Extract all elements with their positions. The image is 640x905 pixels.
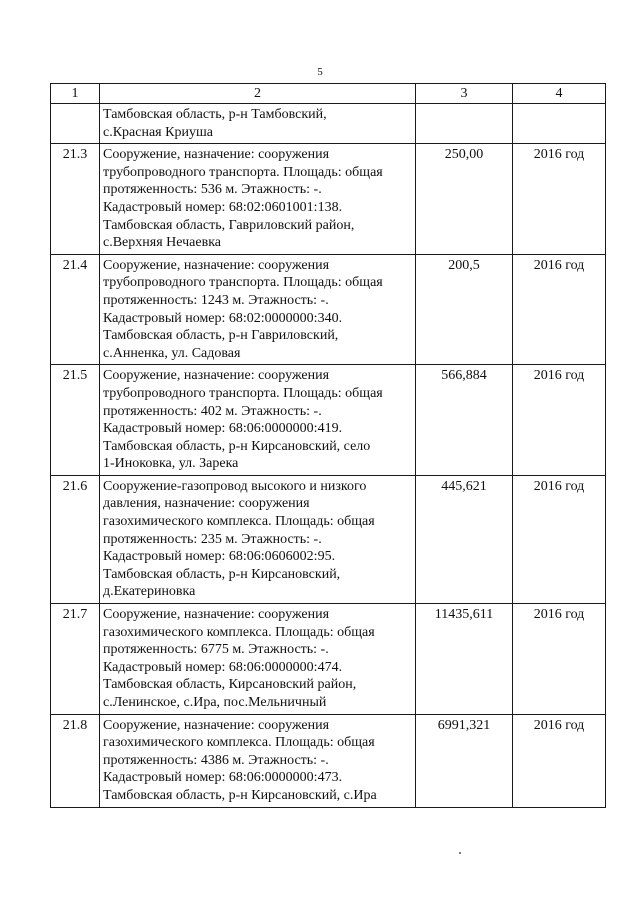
row-number: 21.5	[51, 365, 100, 476]
description-line: трубопроводного транспорта. Площадь: общая	[103, 275, 383, 291]
row-year: 2016 год	[513, 714, 606, 807]
description-line: Тамбовская область, р-н Гавриловский,	[103, 328, 339, 344]
row-number: 21.8	[51, 714, 100, 807]
description-line: Кадастровый номер: 68:06:0000000:473.	[103, 770, 343, 786]
description-line: протяженность: 235 м. Этажность: -.	[103, 531, 322, 547]
row-year: 2016 год	[513, 144, 606, 255]
description-line: Кадастровый номер: 68:06:0606002:95.	[103, 549, 336, 565]
row-description	[100, 604, 416, 715]
description-line: давления, назначение: сооружения	[103, 496, 310, 512]
description-line: Кадастровый номер: 68:02:0000000:340.	[103, 310, 343, 326]
description-line: Сооружение-газопровод высокого и низкого	[103, 478, 367, 494]
table-header	[51, 84, 606, 104]
description-line: протяженность: 1243 м. Этажность: -.	[103, 292, 329, 308]
description-line: с.Анненка, ул. Садовая	[103, 345, 241, 361]
description-line: Тамбовская область, р-н Кирсановский,	[103, 566, 341, 582]
row-number: 21.4	[51, 254, 100, 365]
description-line: Тамбовская область, Кирсановский район,	[103, 677, 357, 693]
description-line: Сооружение, назначение: сооружения	[103, 257, 330, 273]
property-registry-table	[50, 83, 606, 808]
row-area-value: 200,5	[416, 254, 513, 365]
table-row	[51, 254, 606, 365]
page-number: 5	[317, 66, 323, 78]
row-area-value: 566,884	[416, 365, 513, 476]
table-row	[51, 144, 606, 255]
header-row	[51, 84, 606, 104]
row-year: 2016 год	[513, 254, 606, 365]
description-line: Сооружение, назначение: сооружения	[103, 607, 330, 623]
description-line: протяженность: 402 м. Этажность: -.	[103, 403, 322, 419]
description-line: Кадастровый номер: 68:06:0000000:419.	[103, 421, 343, 437]
row-area-value: 6991,321	[416, 714, 513, 807]
description-line: Кадастровый номер: 68:02:0601001:138.	[103, 199, 343, 215]
description-line: Кадастровый номер: 68:06:0000000:474.	[103, 659, 343, 675]
description-line: с.Верхняя Нечаевка	[103, 235, 221, 251]
table-row	[51, 475, 606, 603]
header-col-1: 1	[51, 84, 100, 104]
description-line: Сооружение, назначение: сооружения	[103, 147, 330, 163]
row-area-value: 11435,611	[416, 604, 513, 715]
header-col-3: 3	[416, 84, 513, 104]
table-row	[51, 604, 606, 715]
description-line: Тамбовская область, р-н Тамбовский,	[103, 107, 327, 122]
row-number: 21.6	[51, 475, 100, 603]
description-line: Сооружение, назначение: сооружения	[103, 368, 330, 384]
description-line: с.Ленинское, с.Ира, пос.Мельничный	[103, 695, 327, 710]
description-line: 1-Иноковка, ул. Зарека	[103, 456, 239, 472]
row-year: 2016 год	[513, 475, 606, 603]
table-row	[51, 104, 606, 144]
description-line: трубопроводного транспорта. Площадь: общая	[103, 164, 383, 180]
header-col-2: 2	[100, 84, 416, 104]
description-line: протяженность: 6775 м. Этажность: -.	[103, 642, 329, 658]
description-line: протяженность: 4386 м. Этажность: -.	[103, 752, 329, 768]
scan-speck	[459, 852, 461, 854]
table-row	[51, 365, 606, 476]
description-line: Тамбовская область, Гавриловский район,	[103, 217, 355, 233]
table-row	[51, 714, 606, 807]
row-year: 2016 год	[513, 604, 606, 715]
description-line: трубопроводного транспорта. Площадь: общая	[103, 385, 383, 401]
description-line: с.Красная Криуша	[103, 124, 213, 140]
description-line: д.Екатериновка	[103, 584, 196, 600]
table-body	[51, 104, 606, 808]
row-description	[100, 475, 416, 603]
row-description	[100, 104, 416, 144]
description-line: газохимического комплекса. Площадь: общая	[103, 735, 375, 751]
description-line: Сооружение, назначение: сооружения	[103, 717, 330, 733]
row-description	[100, 365, 416, 476]
row-year	[513, 104, 606, 144]
description-line: Тамбовская область, р-н Кирсановский, село	[103, 438, 371, 454]
row-number: 21.3	[51, 144, 100, 255]
description-line: газохимического комплекса. Площадь: общая	[103, 514, 375, 530]
description-line: протяженность: 536 м. Этажность: -.	[103, 182, 322, 198]
description-line: газохимического комплекса. Площадь: общая	[103, 624, 375, 640]
row-description	[100, 254, 416, 365]
row-area-value	[416, 104, 513, 144]
row-number	[51, 104, 100, 144]
row-description	[100, 714, 416, 807]
row-area-value: 250,00	[416, 144, 513, 255]
row-number: 21.7	[51, 604, 100, 715]
description-line: Тамбовская область, р-н Кирсановский, с.Ира	[103, 787, 377, 803]
row-description	[100, 144, 416, 255]
row-area-value: 445,621	[416, 475, 513, 603]
header-col-4: 4	[513, 84, 606, 104]
row-year: 2016 год	[513, 365, 606, 476]
